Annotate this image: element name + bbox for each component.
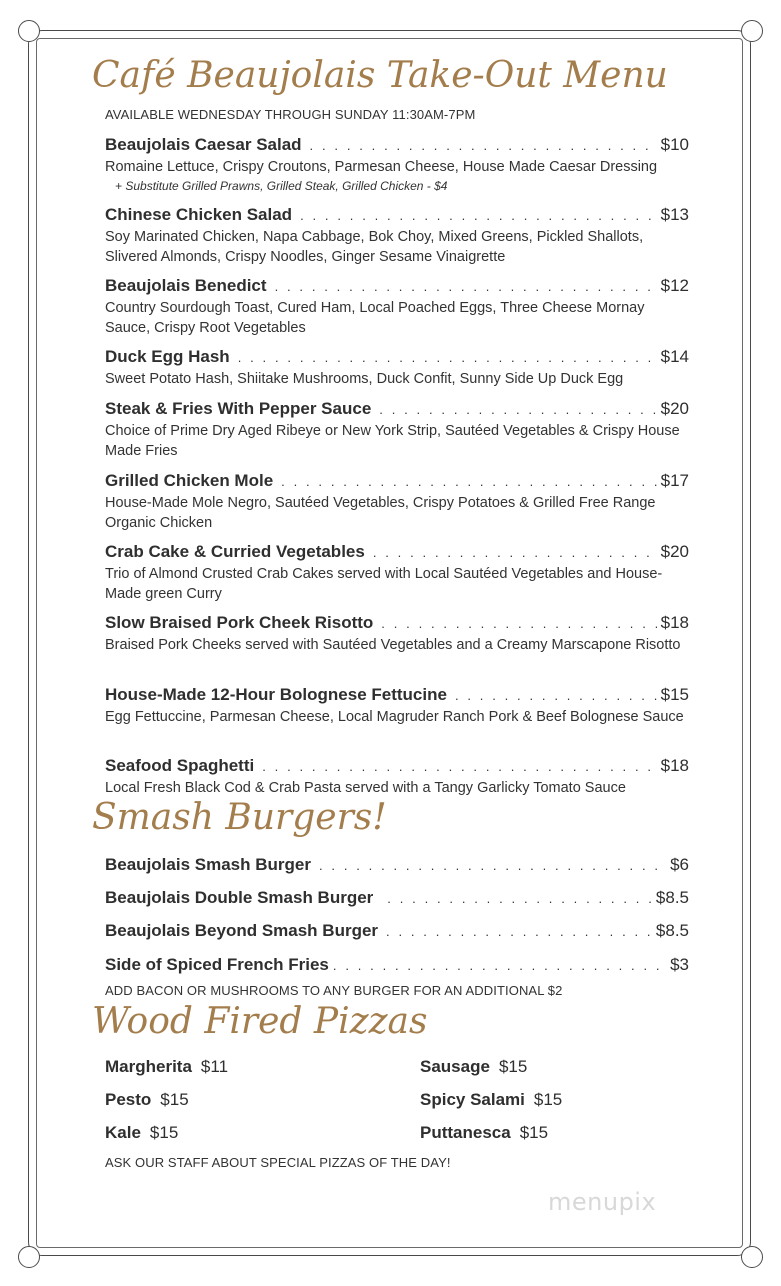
- item-price: $14: [660, 347, 689, 366]
- menu-item: [105, 542, 689, 604]
- item-description: Romaine Lettuce, Crispy Croutons, Parmesan Cheese, House Made Caesar Dressing: [105, 159, 658, 175]
- item-description: Sweet Potato Hash, Shiitake Mushrooms, Duck Confit, Sunny Side Up Duck Egg: [105, 371, 624, 387]
- item-price: $13: [660, 205, 689, 224]
- pizza-price: $15: [533, 1090, 563, 1109]
- item-description: Egg Fettuccine, Parmesan Cheese, Local Magruder Ranch Pork & Beef Bolognese Sauce: [105, 709, 684, 725]
- item-description: Braised Pork Cheeks served with Sautéed Vegetables and a Creamy Marscapone Risotto: [105, 637, 681, 653]
- corner-ornament-top-right: [741, 20, 763, 42]
- item-price: $20: [660, 542, 689, 561]
- leader-dots: [319, 858, 666, 873]
- item-price: $12: [660, 276, 689, 295]
- pizza-name: Puttanesca: [420, 1123, 511, 1142]
- item-description: Choice of Prime Dry Aged Ribeye or New York Strip, Sautéed Vegetables & Crispy House Made Fries: [105, 423, 680, 459]
- burger-item: [105, 855, 689, 877]
- leader-dots: [300, 208, 657, 223]
- item-price: $3: [670, 955, 689, 974]
- leader-dots: [281, 474, 656, 489]
- item-price: $8.5: [655, 888, 689, 907]
- leader-dots: [386, 924, 652, 939]
- leader-dots: [381, 616, 656, 631]
- pizza-name: Pesto: [105, 1090, 152, 1109]
- pizza-item: [420, 1090, 562, 1110]
- menu-item: [105, 471, 689, 533]
- pizzas-heading: Wood Fired Pizzas: [92, 1001, 428, 1042]
- menu-item: [105, 685, 689, 728]
- pizza-name: Kale: [105, 1123, 141, 1142]
- pizza-name: Margherita: [105, 1057, 192, 1076]
- item-price: $17: [660, 471, 689, 490]
- burger-item: [105, 921, 689, 943]
- item-name: Beaujolais Double Smash Burger: [105, 888, 374, 907]
- pizza-item: [105, 1123, 178, 1143]
- leader-dots: [379, 402, 656, 417]
- item-name: Seafood Spaghetti: [105, 756, 255, 775]
- item-price: $6: [670, 855, 689, 874]
- leader-dots: [373, 545, 657, 560]
- menu-item: [105, 399, 689, 461]
- item-price: $10: [660, 135, 689, 154]
- item-name: Duck Egg Hash: [105, 347, 230, 366]
- item-description: House-Made Mole Negro, Sautéed Vegetables, Crispy Potatoes & Grilled Free Range Organic Chicken: [105, 495, 656, 531]
- leader-dots: [310, 138, 657, 153]
- pizza-price: $15: [519, 1123, 549, 1142]
- menu-item: [105, 135, 689, 194]
- corner-ornament-top-left: [18, 20, 40, 42]
- pizza-item: [105, 1090, 189, 1110]
- burger-addon-note: ADD BACON OR MUSHROOMS TO ANY BURGER FOR AN ADDITIONAL $2: [105, 983, 563, 998]
- item-substitution-note: + Substitute Grilled Prawns, Grilled Steak, Grilled Chicken - $4: [115, 178, 448, 193]
- item-name: Side of Spiced French Fries: [105, 955, 329, 974]
- pizza-price: $15: [498, 1057, 528, 1076]
- corner-ornament-bottom-right: [741, 1246, 763, 1268]
- item-name: Beaujolais Smash Burger: [105, 855, 311, 874]
- pizza-item: [420, 1123, 548, 1143]
- leader-dots: [275, 279, 657, 294]
- item-name: House-Made 12-Hour Bolognese Fettucine: [105, 685, 447, 704]
- burger-item: [105, 955, 689, 977]
- watermark: menupix: [548, 1188, 657, 1216]
- leader-dots: [387, 891, 652, 906]
- item-name: Chinese Chicken Salad: [105, 205, 293, 224]
- item-price: $15: [660, 685, 689, 704]
- menu-title: Café Beaujolais Take-Out Menu: [92, 55, 668, 96]
- menu-item: [105, 205, 689, 267]
- burgers-heading: Smash Burgers!: [92, 797, 387, 838]
- leader-dots: [238, 350, 657, 365]
- item-name: Steak & Fries With Pepper Sauce: [105, 399, 372, 418]
- pizza-item: [105, 1057, 228, 1077]
- corner-ornament-bottom-left: [18, 1246, 40, 1268]
- leader-dots: [455, 688, 657, 703]
- menu-item: [105, 613, 689, 656]
- item-description: Local Fresh Black Cod & Crab Pasta served with a Tangy Garlicky Tomato Sauce: [105, 780, 626, 796]
- item-price: $8.5: [655, 921, 689, 940]
- pizza-item: [420, 1057, 527, 1077]
- item-name: Grilled Chicken Mole: [105, 471, 274, 490]
- pizza-special-note: ASK OUR STAFF ABOUT SPECIAL PIZZAS OF THE DAY!: [105, 1155, 451, 1170]
- menu-item: [105, 347, 689, 390]
- item-price: $20: [660, 399, 689, 418]
- pizza-name: Sausage: [420, 1057, 490, 1076]
- item-price: $18: [660, 613, 689, 632]
- menu-item: [105, 756, 689, 799]
- item-price: $18: [660, 756, 689, 775]
- pizza-price: $11: [200, 1057, 229, 1076]
- pizza-price: $15: [160, 1090, 189, 1109]
- item-name: Beaujolais Benedict: [105, 276, 267, 295]
- availability-note: AVAILABLE WEDNESDAY THROUGH SUNDAY 11:30AM-7PM: [105, 107, 476, 122]
- item-name: Beaujolais Caesar Salad: [105, 135, 302, 154]
- menu-item: [105, 276, 689, 338]
- item-name: Slow Braised Pork Cheek Risotto: [105, 613, 374, 632]
- item-description: Soy Marinated Chicken, Napa Cabbage, Bok Choy, Mixed Greens, Pickled Shallots, Slivered Almonds, Crispy Noodles, Ginger Sesame Vinaigrette: [105, 229, 644, 265]
- item-description: Country Sourdough Toast, Cured Ham, Local Poached Eggs, Three Cheese Mornay Sauce, Crispy Root Vegetables: [105, 300, 645, 336]
- item-name: Crab Cake & Curried Vegetables: [105, 542, 365, 561]
- leader-dots: [333, 958, 666, 973]
- pizza-price: $15: [149, 1123, 179, 1142]
- item-name: Beaujolais Beyond Smash Burger: [105, 921, 379, 940]
- item-description: Trio of Almond Crusted Crab Cakes served with Local Sautéed Vegetables and House-Made green Curry: [105, 566, 663, 602]
- leader-dots: [262, 759, 656, 774]
- pizza-name: Spicy Salami: [420, 1090, 525, 1109]
- burger-item: [105, 888, 689, 910]
